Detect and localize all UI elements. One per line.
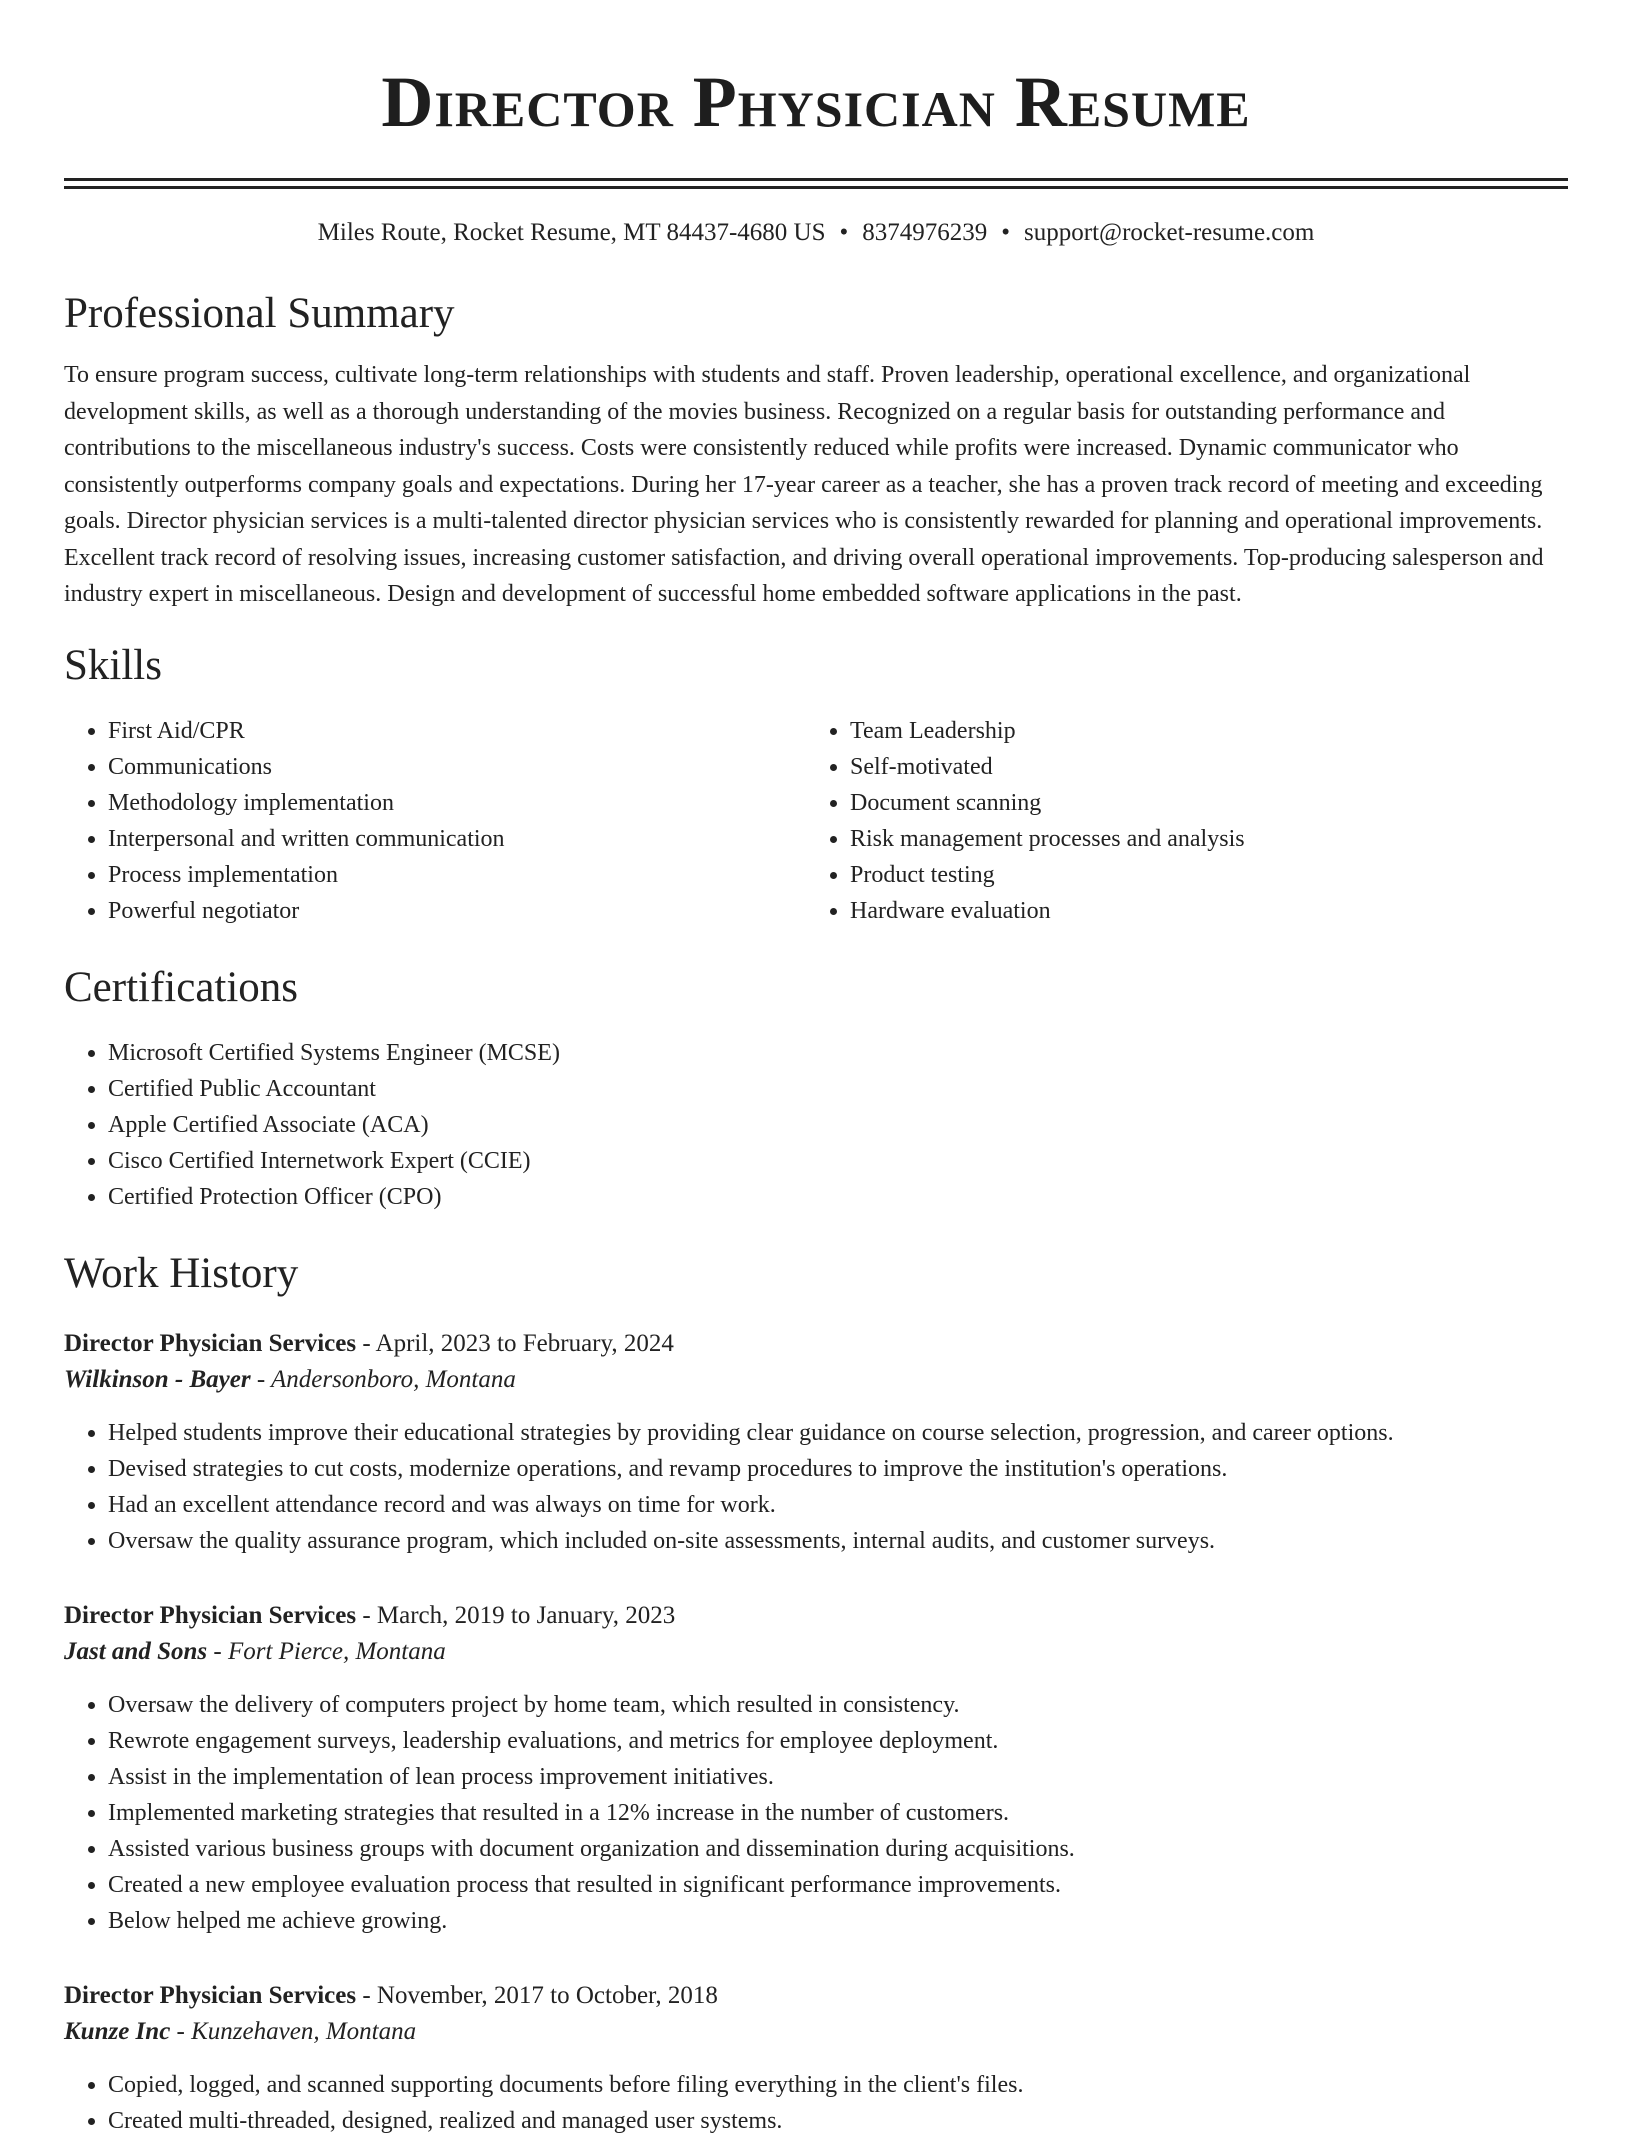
company-location: - Kunzehaven, Montana xyxy=(170,2017,417,2045)
certification-item: • Apple Certified Associate (ACA) xyxy=(108,1107,1568,1143)
work-history-heading: Work History xyxy=(64,1249,299,1297)
job-bullet: • Created multi-threaded, designed, realized and managed user systems. xyxy=(108,2103,1568,2139)
skills-heading: Skills xyxy=(64,641,162,689)
skill-item: • Product testing xyxy=(850,857,1548,893)
job-dates: - November, 2017 to October, 2018 xyxy=(356,1981,718,2009)
skill-item: • Powerful negotiator xyxy=(108,893,806,929)
job-bullet: • Assisted various business groups with document organization and dissemination during acquisitions. xyxy=(108,1831,1568,1867)
job-bullets xyxy=(64,1415,1568,1559)
job-bullets xyxy=(64,1687,1568,1939)
job-bullets xyxy=(64,2067,1568,2139)
job-bullet: • Assist in the implementation of lean process improvement initiatives. xyxy=(108,1759,1568,1795)
skill-item: • Team Leadership xyxy=(850,713,1548,749)
job-bullet: • Oversaw the quality assurance program, which included on-site assessments, internal audits, and customer surveys. xyxy=(108,1523,1568,1559)
job-bullet: • Created a new employee evaluation process that resulted in significant performance improvements. xyxy=(108,1867,1568,1903)
contact-separator: • xyxy=(1001,219,1011,246)
job-entry xyxy=(64,1599,1568,1939)
job-title-line xyxy=(64,1599,1568,1633)
company-name: Kunze Inc xyxy=(64,2017,171,2045)
summary-text: To ensure program success, cultivate long-term relationships with students and staff. Proven leadership, operational excellence, and organizational development skills, as well as a thorough understanding of the movies business. Recognized on a regular basis for outstanding performance and contributions to the miscellaneous industry's success. Costs were consistently reduced while profits were increased. Dynamic communicator who consistently outperforms company goals and expectations. During her 17-year career as a teacher, she has a proven track record of meeting and exceeding goals. Director physician services is a multi-talented director physician services who is consistently rewarded for planning and operational improvements. Excellent track record of resolving issues, increasing customer satisfaction, and driving overall operational improvements. Top-producing salesperson and industry expert in miscellaneous. Design and development of successful home embedded software applications in the past. xyxy=(64,362,1544,607)
company-name: Jast and Sons xyxy=(64,1637,208,1665)
certifications-heading: Certifications xyxy=(64,963,299,1011)
company-line xyxy=(64,1361,1568,1399)
company-line xyxy=(64,1633,1568,1671)
skills-column-right xyxy=(806,713,1548,929)
skill-item: • Hardware evaluation xyxy=(850,893,1548,929)
skill-item: • Interpersonal and written communication xyxy=(108,821,806,857)
job-bullet: • Devised strategies to cut costs, modernize operations, and revamp procedures to improve the institution's operations. xyxy=(108,1451,1568,1487)
skill-item: • Document scanning xyxy=(850,785,1548,821)
contact-line xyxy=(64,217,1568,249)
job-title-line xyxy=(64,1327,1568,1361)
job-bullet: • Rewrote engagement surveys, leadership evaluations, and metrics for employee deployment. xyxy=(108,1723,1568,1759)
job-title: Director Physician Services xyxy=(64,1329,357,1357)
contact-address: Miles Route, Rocket Resume, MT 84437-4680 US xyxy=(317,219,826,246)
company-location: - Fort Pierce, Montana xyxy=(207,1637,446,1665)
job-entry xyxy=(64,1979,1568,2139)
contact-email: support@rocket-resume.com xyxy=(1024,219,1315,246)
certification-item: • Certified Protection Officer (CPO) xyxy=(108,1179,1568,1215)
resume-title: Director Physician Resume xyxy=(381,62,1251,142)
skill-item: • Self-motivated xyxy=(850,749,1548,785)
skill-item: • Process implementation xyxy=(108,857,806,893)
contact-phone: 8374976239 xyxy=(862,219,988,246)
skills-grid xyxy=(64,713,1568,929)
job-dates: - April, 2023 to February, 2024 xyxy=(356,1329,674,1357)
skill-item: • First Aid/CPR xyxy=(108,713,806,749)
job-bullet: • Implemented marketing strategies that resulted in a 12% increase in the number of customers. xyxy=(108,1795,1568,1831)
skill-item: • Risk management processes and analysis xyxy=(850,821,1548,857)
skill-item: • Methodology implementation xyxy=(108,785,806,821)
contact-separator: • xyxy=(839,219,849,246)
job-bullet: • Copied, logged, and scanned supporting documents before filing everything in the client's files. xyxy=(108,2067,1568,2103)
job-title-line xyxy=(64,1979,1568,2013)
job-entry xyxy=(64,1327,1568,1559)
job-bullet: • Below helped me achieve growing. xyxy=(108,1903,1568,1939)
company-location: - Andersonboro, Montana xyxy=(250,1365,516,1393)
job-bullet: • Oversaw the delivery of computers project by home team, which resulted in consistency. xyxy=(108,1687,1568,1723)
title-double-rule xyxy=(64,178,1568,181)
company-line xyxy=(64,2013,1568,2051)
job-bullet: • Helped students improve their educational strategies by providing clear guidance on course selection, progression, and career options. xyxy=(108,1415,1568,1451)
skills-column-left xyxy=(64,713,806,929)
skill-item: • Communications xyxy=(108,749,806,785)
job-title: Director Physician Services xyxy=(64,1601,357,1629)
skills-list-right xyxy=(806,713,1548,929)
certifications-list xyxy=(64,1035,1568,1215)
skills-list-left xyxy=(64,713,806,929)
certification-item: • Cisco Certified Internetwork Expert (CCIE) xyxy=(108,1143,1568,1179)
company-name: Wilkinson - Bayer xyxy=(64,1365,251,1393)
summary-heading: Professional Summary xyxy=(64,290,455,337)
job-bullet: • Had an excellent attendance record and was always on time for work. xyxy=(108,1487,1568,1523)
job-title: Director Physician Services xyxy=(64,1981,357,2009)
certification-item: • Certified Public Accountant xyxy=(108,1071,1568,1107)
job-dates: - March, 2019 to January, 2023 xyxy=(356,1601,676,1629)
certification-item: • Microsoft Certified Systems Engineer (MCSE) xyxy=(108,1035,1568,1071)
